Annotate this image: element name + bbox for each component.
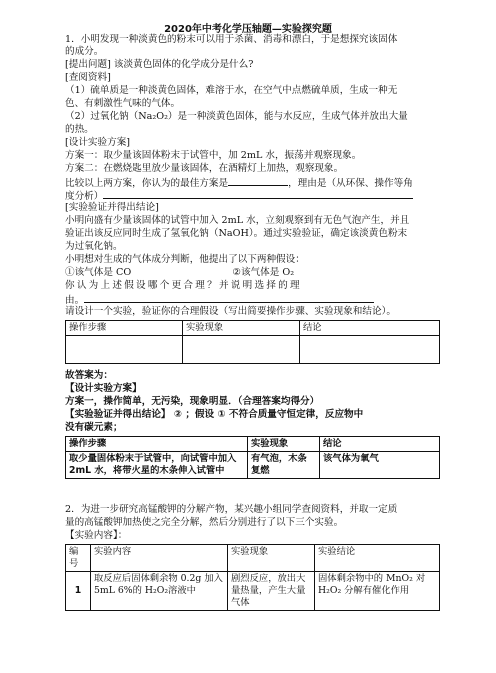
q1-line-17: 为过氧化钠。 <box>65 241 123 252</box>
q2-line-1: 量的高锰酸钾加热使之完全分解，然后分别进行了以下三个实验。 <box>65 517 344 528</box>
table1-cell[interactable] <box>66 336 183 364</box>
answer-table-conclusion: 该气体为氧气 <box>320 452 440 479</box>
answer-table-phenomena: 有气泡，木条复燃 <box>248 452 320 479</box>
q2-line-0: 2．为进一步研究高锰酸钾的分解产物，某兴趣小组同学查阅资料，并取一定质 <box>65 504 398 515</box>
answer-table-header-steps: 操作步骤 <box>66 437 248 452</box>
answer-table-header-phenomena: 实验现象 <box>248 437 320 452</box>
answer-line-0: 【设计实验方案】 <box>65 383 142 394</box>
q1-line-5: 色、有刺激性气味的气体。 <box>65 98 181 109</box>
q1-line-9: 方案一：取少量该固体粉末于试管中，加 2mL 水，振荡并观察现象。 <box>65 150 362 161</box>
q1-line-15: 小明向盛有少量该固体的试管中加入 2mL 水，立刻观察到有无色气泡产生，并且 <box>65 215 410 226</box>
q1-line-19 <box>65 267 445 279</box>
q2-line-2: 【实验内容】： <box>65 530 128 541</box>
q1-line-14: [实验验证并得出结论] <box>65 202 159 213</box>
q1-line-3: [查阅资料] <box>65 72 111 83</box>
table1-cell[interactable] <box>300 336 440 364</box>
answer-heading: 故答案为： <box>65 370 113 381</box>
hypothesis-1: ①该气体是 CO <box>65 267 132 278</box>
table2-row1-phenomena: 剧烈反应，放出大量热量，产生大量气体 <box>228 572 315 611</box>
q1-line-11 <box>65 176 445 190</box>
answer-table-header-conclusion: 结论 <box>320 437 440 452</box>
table2-row1-number: 1 <box>66 572 91 611</box>
answer-table <box>65 436 440 479</box>
table2-header-content: 实验内容 <box>91 545 228 572</box>
q1-line-0: 1．小明发现一种淡黄色的粉末可以用于杀菌、消毒和漂白，于是想探究该固体 <box>65 34 398 45</box>
q1-line-21: 你 认 为 上 述 假 设 哪 个 更 合 理 ？ 并 说 明 选 择 的 理 <box>65 280 300 291</box>
q1-line-6: （2）过氧化钠（Na₂O₂）是一种淡黄色固体，能与水反应，生成气体并放出大量 <box>65 111 408 122</box>
answer-line-2: 【实验验证并得出结论】 ② ；假设 ① 不符合质量守恒定律，反应物中 <box>65 409 364 420</box>
table2-row1-content: 取反应后固体剩余物 0.2g 加入 5mL 6%的 H₂O₂溶液中 <box>91 572 228 611</box>
q1-line-10: 方案二：在燃烧匙里放少量该固体，在酒精灯上加热，观察现象。 <box>65 163 344 174</box>
answer-line-1: 方案一，操作简单，无污染，现象明显．（合理答案均得分） <box>65 396 320 407</box>
answer-blank[interactable] <box>84 293 374 303</box>
answer-table-steps: 取少量固体粉末于试管中，向试管中加入 2mL 水，将带火星的木条伸入试管中 <box>66 452 248 479</box>
answer-blank[interactable] <box>228 176 288 186</box>
q1-line-13 <box>65 189 445 203</box>
q1-line-23: 请设计一个实验，验证你的合理假设（写出简要操作步骤、实验现象和结论）。 <box>65 306 396 317</box>
q1-line-7: 的热。 <box>65 124 94 135</box>
table2-header-number: 编号 <box>66 545 91 572</box>
experiment-table-2 <box>65 544 440 611</box>
q1-line-11-b: ，理由是（从环保、操作等角 <box>288 178 413 189</box>
q1-line-22-a: 由。 <box>65 295 85 306</box>
table2-row1-conclusion: 固体剩余物中的 MnO₂ 对 H₂O₂ 分解有催化作用 <box>315 572 440 611</box>
q1-line-13-a: 度分析） <box>65 191 104 202</box>
q1-line-8: [设计实验方案] <box>65 137 131 148</box>
answer-line-3: 没有碳元素； <box>65 422 123 433</box>
page-title: 2020年中考化学压轴题—实验探究题 <box>164 24 332 35</box>
q1-line-1: 的成分。 <box>65 46 104 57</box>
q1-line-18: 小明想对生成的气体成分判断，他提出了以下两种假设： <box>65 254 305 265</box>
experiment-table-empty <box>65 320 440 364</box>
table2-header-phenomena: 实验现象 <box>228 545 315 572</box>
table1-header-phenomena: 实验现象 <box>183 321 300 336</box>
table2-header-conclusion: 实验结论 <box>315 545 440 572</box>
answer-blank[interactable] <box>103 189 413 199</box>
table1-header-conclusion: 结论 <box>300 321 440 336</box>
q1-line-22 <box>65 293 445 307</box>
q1-line-4: （1）硫单质是一种淡黄色固体，难溶于水，在空气中点燃硫单质，生成一种无 <box>65 85 398 96</box>
table1-cell[interactable] <box>183 336 300 364</box>
table1-header-steps: 操作步骤 <box>66 321 183 336</box>
q1-line-11-a: 比较以上两方案，你认为的最佳方案是 <box>65 178 229 189</box>
q1-line-2: [提出问题] 该淡黄色固体的化学成分是什么? <box>65 59 254 70</box>
q1-line-16: 验证出该反应同时生成了氢氧化钠（NaOH）。通过实验验证，确定该淡黄色粉末 <box>65 228 408 239</box>
hypothesis-2: ②该气体是 O₂ <box>232 267 295 278</box>
